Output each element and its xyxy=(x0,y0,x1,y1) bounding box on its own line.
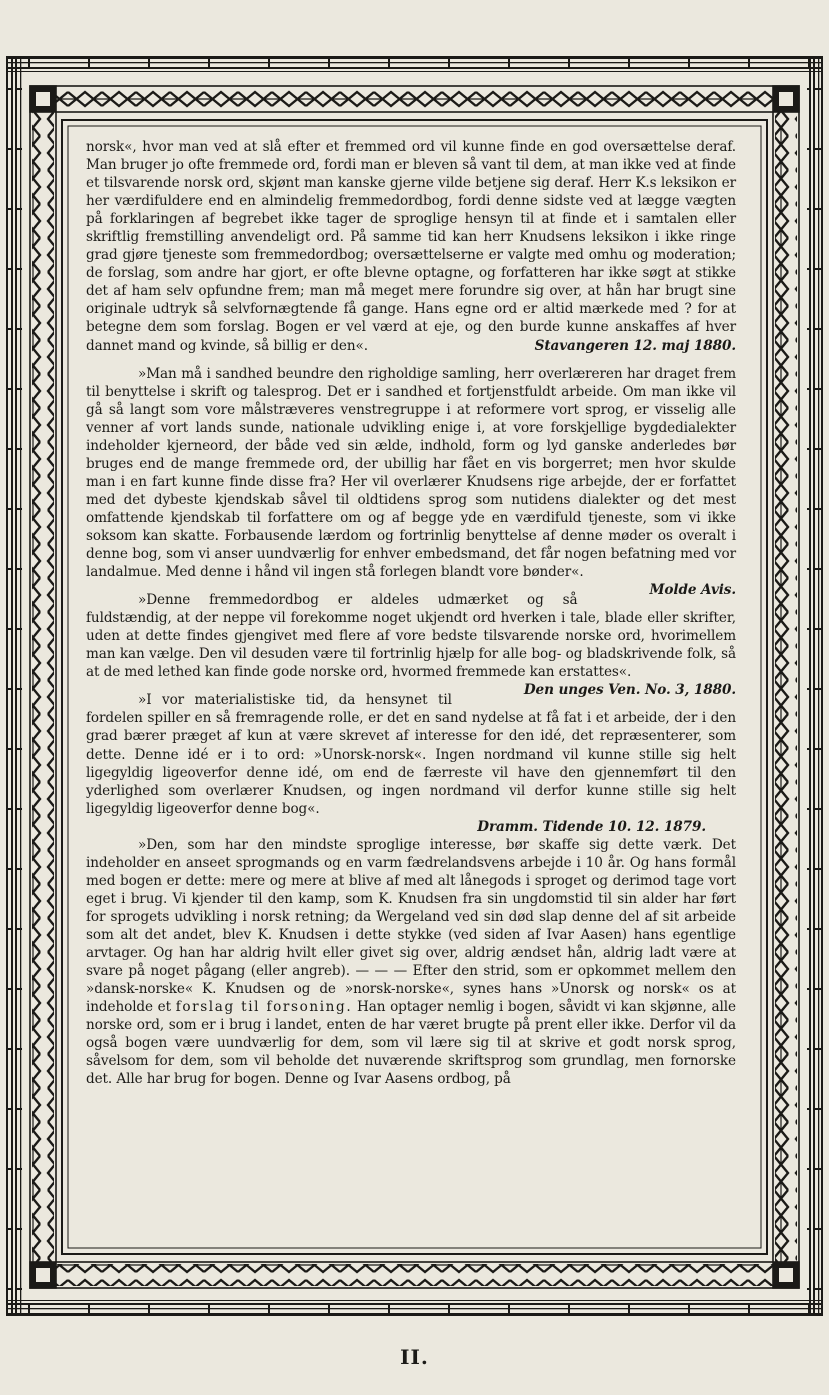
review-paragraph-2 xyxy=(86,365,736,599)
review-source: Den unges Ven. No. 3, 1880. xyxy=(523,682,736,699)
review-text: »Denne fremmedordbog er aldeles udmærket og så fuldstændig, at der neppe vil forekomme noget ukjendt ord hverken i tale, blade eller skrifter, uden at dette findes gjengivet med flere af vore bedste tilsvarende norske ord, hvorimellem man kan vælge. Den vil desuden være til fortrinlig hjælp for alle bog- og bladskrivende folk, så at de med lethed kan finde gode norske ord, hvormed fremmede kan erstattes«. xyxy=(86,592,736,681)
review-text: »Den, som har den mindste sproglige interesse, bør skaffe sig dette værk. Det indeholder en anseet sprogmands og en varm fædrelandsvens arbejde i 10 år. Og hans formål med bogen er dette: mere og mere at blive af med alt lånegods i sproget og derimod tage vort eget i brug. Vi kjender til den kamp, som K. Knudsen fra sin ungdomstid til sin alder har ført for sprogets udvikling i norsk retning; da Wergeland ved sin død slap denne del af sit arbeide som alt det andet, blev K. Knudsen i dette stykke (ved siden af Ivar Aasen) hans egentlige arvtager. Og han har aldrig hvilt eller givet sig over, aldrig ændset hån, aldrig ladt være at svare på noget pågang (eller angreb). — — — Efter den strid, som er opkommet mellem den »dansk-norske« K. Knudsen og de »norsk-norske«, synes hans »Unorsk og norsk« os at indeholde et xyxy=(86,836,736,1016)
review-source: Dramm. Tidende 10. 12. 1879. xyxy=(477,818,706,835)
review-text: Han optager nemlig i bogen, såvidt vi kan skjønne, alle norske ord, som er i brug i landet, enten de har været brugte på prent eller ikke. Derfor vil da også bogen være uundværlig for dem, som vil lære sig til at skrive et godt norsk sprog, såvelsom for dem, som vil beholde det nuværende skriftsprog som grundlag, men fornorske det. Alle har brug for bogen. Denne og Ivar Aasens ordbog, på xyxy=(86,999,736,1088)
review-paragraph-5 xyxy=(86,836,736,1089)
article-body xyxy=(86,138,736,1088)
review-text: »Man må i sandhed beundre den righoldige samling, herr overlæreren har draget frem til benyttelse i skrift og talesprog. Det er i sandhed et fortjenstfuldt arbeide. Om man ikke vil gå så langt som vore målstræveres venstregruppe i at reformere vort sprog, er visselig alle venner af vort lands sunde, nationale udvikling enige i, at vore forskjellige bygdedialekter indeholder kjerneord, der både ved sin ælde, indhold, form og lyd ganske anderledes bør bruges end de mange fremmede ord, der ubillig har fået en vis borgerret; men hvor skulde man i en fart kunne finde disse fra? Her vil overlærer Knudsens rige arbejde, der er forfattet med det dybeste kjendskab såvel til oldtidens sprog som nutidens dialekter og det mest omfattende kjendskab til forfattere om og af begge yde en værdifuld tjeneste, som vi ikke soksom kan skatte. Forbausende lærdom og fortrinlig benyttelse af denne møder os overalt i denne bog, som vi anser uundværlig for enhver embedsmand, det får nogen befatning med vor landalmue. Med denne i hånd vil ingen stå forlegen blandt vore bønder«. xyxy=(86,365,736,581)
page-number: II. xyxy=(400,1345,429,1369)
emphasized-phrase: forslag til forsoning. xyxy=(175,999,353,1016)
review-source: Stavangeren 12. maj 1880. xyxy=(534,337,736,354)
review-paragraph-3 xyxy=(86,591,736,699)
review-text: »I vor materialistiske tid, da hensynet til fordelen spiller en så fremragende rolle, er det en sand nydelse at få fat i et arbeide, der i den grad bærer præget af kun at være skrevet af interesse for den idé, det repræsenterer, som dette. Denne idé er i to ord: »Unorsk-norsk«. Ingen nordmand vil kunne stille sig helt ligegyldig ligeoverfor denne idé, om end de færreste vil have den gjennemført til den yderlighed som overlærer Knudsen, og ingen nordmand vil derfor kunne stille sig helt ligegyldig ligeoverfor denne bog«. xyxy=(86,692,736,817)
review-text: norsk«, hvor man ved at slå efter et fremmed ord vil kunne finde en god oversættelse deraf. Man bruger jo ofte fremmede ord, fordi man er bleven så vant til dem, at man ikke ved at finde et tilsvarende norsk ord, skjønt man kanske gjerne vilde betjene sig deraf. Herr K.s leksikon er her værdifuldere end en almindelig fremmedordbog, fordi denne sidste ved at lægge vægten på forklaringen af begrebet ikke tager de sproglige hensyn til at finde et i samtalen eller skriftlig fremstilling anvendeligt ord. På samme tid kan herr Knudsens leksikon i ikke ringe grad gjøre tjeneste som fremmedordbog; oversættelserne er valgte med omhu og moderation; de forslag, som andre har gjort, er ofte blevne optagne, og forfatteren har ikke søgt at stikke det af ham selv opfundne frem; man må meget mere forundre sig over, at hån har brugt sine originale udtryk så selvfornægtende få gange. Hans egne ord er altid mærkede med ? for at betegne dem som forslag. Bogen er vel værd at eje, og den burde kunne anskaffes af hver dannet mand og kvinde, så billig er den«. xyxy=(86,139,736,354)
review-paragraph-4 xyxy=(86,691,736,817)
review-source: Molde Avis. xyxy=(649,582,736,599)
review-paragraph-1 xyxy=(86,138,736,355)
